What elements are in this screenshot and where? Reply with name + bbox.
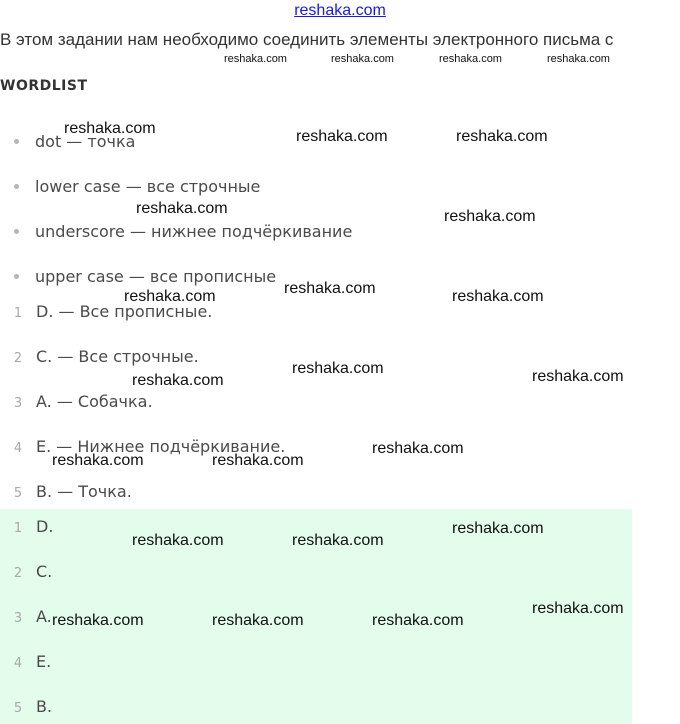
answer-number: 4 — [13, 656, 23, 671]
watermark: reshaka.com — [532, 600, 624, 617]
match-text: B. — Точка. — [36, 482, 132, 501]
answer-text: E. — [36, 652, 52, 671]
answer-number: 2 — [13, 566, 23, 581]
watermark: reshaka.com — [452, 520, 544, 537]
watermark: reshaka.com — [532, 368, 624, 385]
answer-text: B. — [36, 697, 53, 716]
match-number: 1 — [13, 306, 23, 321]
watermark: reshaka.com — [212, 612, 304, 629]
bullet-dot-icon — [14, 274, 19, 279]
answer-item — [0, 512, 53, 542]
watermark-small-2: reshaka.com — [331, 53, 394, 65]
bullet-dot-icon — [14, 229, 19, 234]
watermark: reshaka.com — [284, 280, 376, 297]
watermark: reshaka.com — [136, 200, 228, 217]
bullet-dot-icon — [14, 184, 19, 189]
watermark: reshaka.com — [292, 532, 384, 549]
watermark: reshaka.com — [372, 440, 464, 457]
match-text: D. — Все прописные. — [36, 302, 213, 321]
answer-item — [0, 602, 52, 632]
match-text: A. — Собачка. — [36, 392, 153, 411]
wordlist-item — [14, 172, 260, 202]
watermark: reshaka.com — [124, 288, 216, 305]
match-item — [0, 297, 212, 327]
answer-text: C. — [36, 562, 53, 581]
answer-item — [0, 647, 51, 677]
wordlist-item-text: dot — точка — [35, 132, 136, 151]
wordlist-item — [14, 217, 352, 247]
match-number: 5 — [13, 486, 23, 501]
answer-number: 5 — [13, 701, 23, 716]
answer-text: D. — [36, 517, 54, 536]
answer-item — [0, 557, 52, 587]
watermark: reshaka.com — [296, 128, 388, 145]
answer-box — [0, 509, 632, 724]
answer-item — [0, 692, 52, 722]
watermark-small-4: reshaka.com — [547, 53, 610, 65]
watermark: reshaka.com — [212, 452, 304, 469]
watermark: reshaka.com — [64, 120, 156, 137]
match-item — [0, 342, 199, 372]
match-number: 2 — [13, 351, 23, 366]
watermark: reshaka.com — [444, 208, 536, 225]
wordlist-item-text: lower case — все строчные — [35, 177, 261, 196]
reshaka-top-link[interactable]: reshaka.com — [294, 2, 386, 19]
bullet-dot-icon — [14, 139, 19, 144]
answer-text: A. — [36, 607, 52, 626]
match-number: 3 — [13, 396, 23, 411]
watermark: reshaka.com — [132, 372, 224, 389]
match-text: E. — Нижнее подчёркивание. — [36, 437, 286, 456]
match-item — [0, 477, 132, 507]
watermark: reshaka.com — [52, 612, 144, 629]
wordlist-item-text: upper case — все прописные — [35, 267, 277, 286]
match-text: C. — Все строчные. — [36, 347, 199, 366]
watermark: reshaka.com — [452, 288, 544, 305]
answer-number: 3 — [13, 611, 23, 626]
wordlist-item — [14, 262, 276, 292]
watermark: reshaka.com — [132, 532, 224, 549]
match-item — [0, 432, 285, 462]
watermark: reshaka.com — [372, 612, 464, 629]
watermark-small-3: reshaka.com — [439, 53, 502, 65]
intro-text: В этом задании нам необходимо соединить элементы электронного письма с — [0, 30, 614, 49]
wordlist-item — [14, 127, 135, 157]
watermark: reshaka.com — [52, 452, 144, 469]
wordlist-heading: WORDLIST — [0, 78, 88, 94]
wordlist-item-text: underscore — нижнее подчёркивание — [35, 222, 353, 241]
watermark-small-1: reshaka.com — [224, 53, 287, 65]
match-number: 4 — [13, 441, 23, 456]
answer-number: 1 — [13, 521, 23, 536]
watermark: reshaka.com — [292, 360, 384, 377]
match-item — [0, 387, 153, 417]
watermark: reshaka.com — [456, 128, 548, 145]
